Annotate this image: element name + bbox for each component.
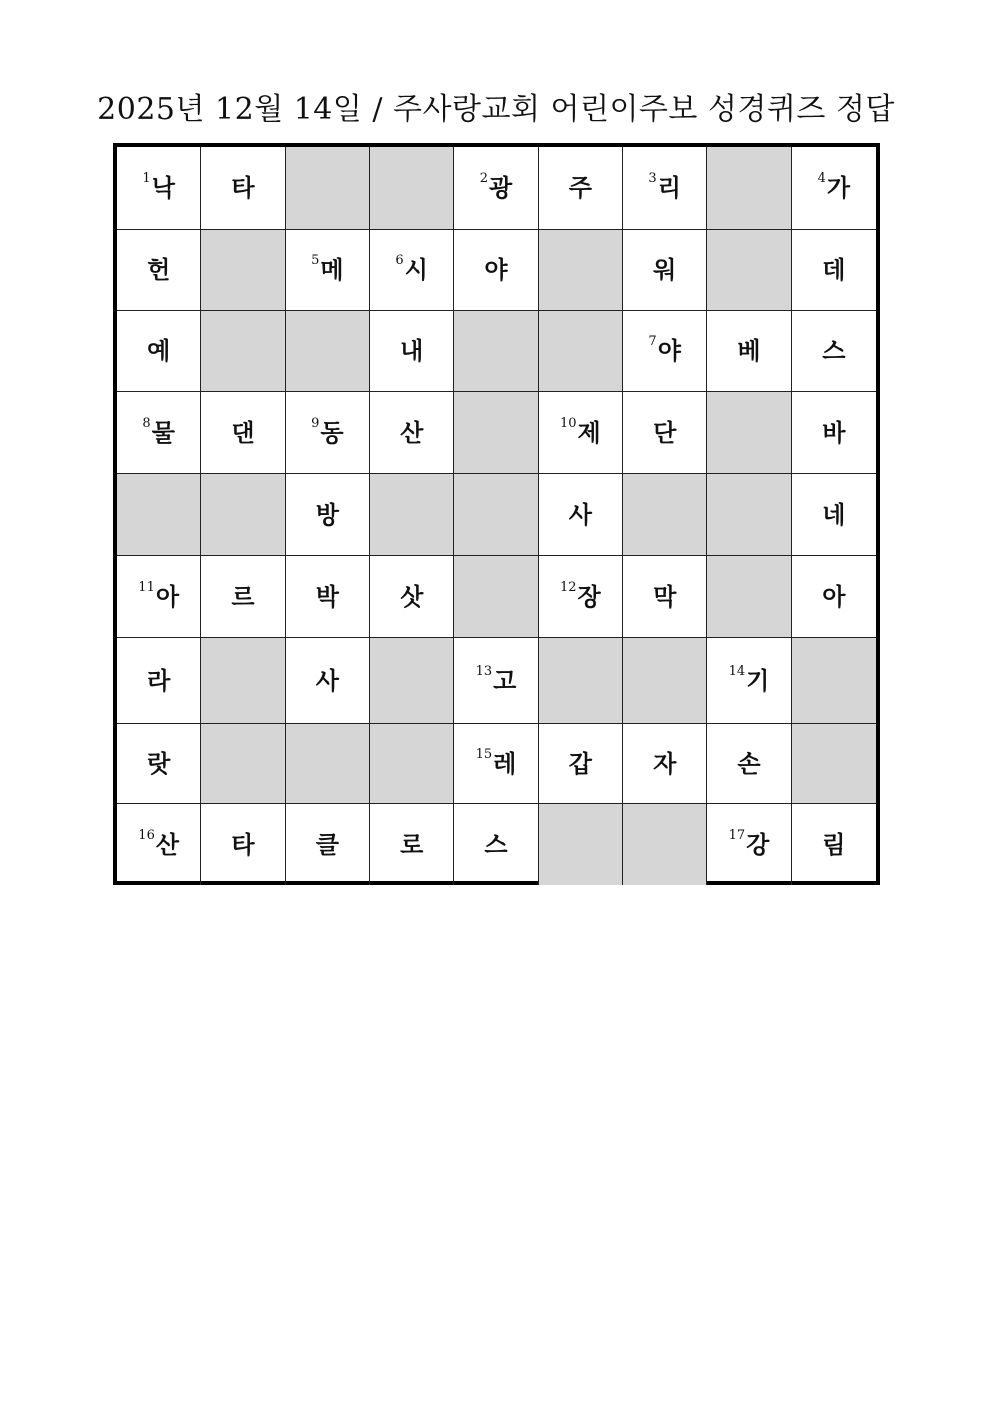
answer-letter: 레: [493, 749, 517, 778]
cell-content: [311, 415, 344, 447]
cell-content: [559, 415, 601, 447]
crossword-cell: [623, 556, 707, 638]
crossword-cell-blocked: [454, 392, 538, 474]
cell-content: [648, 171, 681, 202]
answer-letter: 스: [822, 337, 846, 365]
crossword-cell-blocked: [707, 556, 791, 638]
crossword-cell: [117, 230, 201, 311]
crossword-cell: [454, 724, 538, 804]
cell-content: [737, 750, 760, 778]
cell-content: [400, 337, 423, 365]
cell-content: [400, 419, 423, 447]
cell-content: [559, 579, 601, 611]
crossword-cell-blocked: [539, 638, 623, 724]
cell-content: [231, 583, 254, 611]
crossword-cell-blocked: [792, 724, 876, 804]
answer-letter: 기: [746, 666, 770, 695]
crossword-cell-blocked: [370, 147, 454, 230]
crossword-cell: [792, 804, 876, 885]
crossword-cell: [117, 147, 201, 230]
crossword-cell: [286, 474, 370, 556]
cell-content: [138, 579, 180, 611]
crossword-cell-blocked: [117, 474, 201, 556]
cell-content: [311, 253, 344, 284]
crossword-cell: [792, 311, 876, 392]
crossword-cell: [792, 474, 876, 556]
answer-letter: 고: [493, 666, 517, 695]
crossword-cell: [539, 724, 623, 804]
crossword-cell-blocked: [286, 147, 370, 230]
answer-letter: 광: [489, 174, 513, 202]
clue-number: 12: [559, 579, 577, 595]
answer-letter: 시: [404, 256, 428, 284]
answer-letter: 박: [315, 582, 339, 611]
answer-letter: 손: [737, 749, 761, 778]
cell-content: [822, 256, 845, 284]
cell-content: [400, 831, 423, 859]
crossword-cell-blocked: [286, 311, 370, 392]
crossword-cell: [370, 392, 454, 474]
cell-content: [316, 667, 339, 695]
clue-number: 7: [648, 334, 657, 349]
answer-letter: 네: [822, 500, 846, 529]
crossword-cell: [286, 638, 370, 724]
clue-number: 17: [728, 827, 746, 843]
crossword-cell-blocked: [201, 724, 285, 804]
crossword-cell: [454, 230, 538, 311]
answer-letter: 야: [657, 337, 681, 365]
clue-number: 14: [728, 663, 746, 679]
crossword-cell: [201, 392, 285, 474]
crossword-cell: [707, 724, 791, 804]
crossword-cell-blocked: [370, 474, 454, 556]
clue-number: 15: [475, 746, 493, 762]
clue-number: 4: [817, 171, 826, 186]
answer-letter: 리: [657, 174, 681, 202]
crossword-cell-blocked: [539, 311, 623, 392]
crossword-cell: [201, 147, 285, 230]
answer-letter: 단: [653, 418, 677, 447]
crossword-cell: [286, 392, 370, 474]
answer-letter: 삿: [400, 582, 424, 611]
crossword-cell: [623, 311, 707, 392]
cell-content: [231, 831, 254, 859]
cell-content: [822, 419, 845, 447]
crossword-cell: [454, 638, 538, 724]
cell-content: [737, 337, 760, 365]
crossword-cell: [286, 230, 370, 311]
crossword-cell-blocked: [454, 311, 538, 392]
answer-letter: 메: [320, 256, 344, 284]
crossword-cell: [539, 147, 623, 230]
answer-letter: 야: [484, 256, 508, 284]
cell-content: [728, 663, 770, 695]
cell-content: [142, 415, 175, 447]
crossword-cell: [792, 556, 876, 638]
crossword-cell-blocked: [201, 311, 285, 392]
crossword-cell: [623, 230, 707, 311]
answer-letter: 클: [315, 830, 339, 859]
cell-content: [653, 750, 676, 778]
answer-letter: 아: [822, 582, 846, 611]
crossword-cell-blocked: [539, 804, 623, 885]
clue-number: 1: [142, 171, 151, 186]
crossword-cell-blocked: [201, 230, 285, 311]
crossword-cell: [201, 804, 285, 885]
clue-number: 9: [311, 415, 320, 431]
cell-content: [569, 174, 592, 202]
crossword-cell-blocked: [201, 638, 285, 724]
crossword-cell-blocked: [370, 724, 454, 804]
answer-letter: 헌: [147, 256, 171, 284]
cell-content: [316, 583, 339, 611]
cell-content: [569, 750, 592, 778]
answer-letter: 낙: [151, 174, 175, 202]
cell-content: [147, 256, 170, 284]
answer-letter: 아: [155, 582, 180, 611]
crossword-cell: [454, 147, 538, 230]
answer-letter: 예: [147, 337, 171, 365]
answer-letter: 데: [822, 256, 846, 284]
cell-content: [648, 334, 681, 365]
crossword-cell: [539, 556, 623, 638]
cell-content: [653, 256, 676, 284]
crossword-cell-blocked: [454, 556, 538, 638]
crossword-cell: [623, 147, 707, 230]
answer-letter: 타: [231, 830, 255, 859]
clue-number: 3: [648, 171, 657, 186]
answer-letter: 자: [653, 749, 677, 778]
crossword-cell: [370, 230, 454, 311]
answer-letter: 산: [400, 418, 424, 447]
cell-content: [569, 501, 592, 529]
crossword-cell-blocked: [707, 147, 791, 230]
crossword-cell-blocked: [370, 638, 454, 724]
crossword-cell-blocked: [539, 230, 623, 311]
cell-content: [231, 419, 254, 447]
clue-number: 10: [559, 415, 577, 431]
cell-content: [484, 831, 507, 859]
crossword-cell: [117, 311, 201, 392]
clue-number: 8: [142, 415, 151, 431]
cell-content: [138, 827, 180, 859]
answer-letter: 라: [147, 666, 171, 695]
clue-number: 2: [479, 171, 489, 186]
crossword-cell-blocked: [623, 804, 707, 885]
answer-letter: 르: [231, 582, 255, 611]
crossword-cell: [707, 804, 791, 885]
clue-number: 13: [475, 663, 493, 679]
answer-letter: 스: [484, 830, 508, 859]
answer-letter: 타: [231, 174, 255, 202]
cell-content: [822, 501, 845, 529]
crossword-cell: [117, 392, 201, 474]
cell-content: [142, 171, 175, 202]
answer-letter: 장: [577, 582, 601, 611]
crossword-cell: [370, 804, 454, 885]
crossword-cell: [117, 804, 201, 885]
crossword-cell: [539, 474, 623, 556]
answer-letter: 랏: [147, 749, 171, 778]
answer-letter: 워: [653, 256, 677, 284]
cell-content: [822, 831, 845, 859]
cell-content: [475, 746, 517, 778]
crossword-cell: [201, 556, 285, 638]
cell-content: [822, 583, 845, 611]
crossword-cell-blocked: [792, 638, 876, 724]
crossword-cell: [286, 804, 370, 885]
crossword-cell: [707, 311, 791, 392]
answer-letter: 강: [746, 830, 770, 859]
answer-letter: 막: [653, 582, 677, 611]
cell-content: [316, 831, 339, 859]
cell-content: [147, 667, 170, 695]
crossword-grid: [113, 143, 880, 885]
answer-letter: 사: [568, 500, 592, 529]
answer-letter: 방: [315, 500, 339, 529]
crossword-cell-blocked: [707, 230, 791, 311]
cell-content: [653, 583, 676, 611]
crossword-cell: [792, 147, 876, 230]
answer-letter: 베: [737, 337, 761, 365]
clue-number: 11: [138, 579, 155, 595]
crossword-cell-blocked: [201, 474, 285, 556]
cell-content: [475, 663, 517, 695]
cell-content: [479, 171, 513, 202]
answer-letter: 림: [822, 830, 846, 859]
cell-content: [400, 583, 423, 611]
crossword-cell: [286, 556, 370, 638]
cell-content: [653, 419, 676, 447]
answer-letter: 바: [822, 418, 846, 447]
crossword-cell-blocked: [707, 392, 791, 474]
answer-letter: 갑: [568, 749, 592, 778]
clue-number: 6: [395, 253, 404, 268]
crossword-cell-blocked: [623, 638, 707, 724]
cell-content: [231, 174, 254, 202]
crossword-cell: [623, 392, 707, 474]
cell-content: [316, 501, 339, 529]
answer-letter: 가: [826, 174, 851, 202]
crossword-cell: [370, 311, 454, 392]
cell-content: [817, 171, 851, 202]
answer-letter: 로: [400, 830, 424, 859]
crossword-cell-blocked: [623, 474, 707, 556]
clue-number: 5: [311, 253, 320, 268]
answer-letter: 제: [577, 418, 601, 447]
crossword-cell-blocked: [286, 724, 370, 804]
answer-letter: 내: [400, 337, 424, 365]
clue-number: 16: [138, 827, 155, 843]
crossword-cell: [117, 638, 201, 724]
answer-letter: 물: [151, 418, 175, 447]
crossword-cell: [370, 556, 454, 638]
answer-letter: 산: [155, 830, 180, 859]
crossword-cell: [539, 392, 623, 474]
crossword-cell: [792, 392, 876, 474]
cell-content: [395, 253, 428, 284]
answer-letter: 동: [320, 418, 344, 447]
crossword-cell: [117, 556, 201, 638]
crossword-cell: [707, 638, 791, 724]
answer-letter: 사: [315, 666, 339, 695]
crossword-cell: [623, 724, 707, 804]
cell-content: [822, 337, 845, 365]
cell-content: [147, 337, 170, 365]
cell-content: [484, 256, 507, 284]
page-title: 2025년 12월 14일 / 주사랑교회 어린이주보 성경퀴즈 정답: [97, 92, 895, 127]
crossword-cell-blocked: [707, 474, 791, 556]
crossword-cell: [117, 724, 201, 804]
answer-letter: 주: [568, 174, 592, 202]
cell-content: [728, 827, 770, 859]
crossword-cell-blocked: [454, 474, 538, 556]
answer-letter: 댄: [231, 418, 255, 447]
crossword-cell: [454, 804, 538, 885]
crossword-cell: [792, 230, 876, 311]
cell-content: [147, 750, 170, 778]
